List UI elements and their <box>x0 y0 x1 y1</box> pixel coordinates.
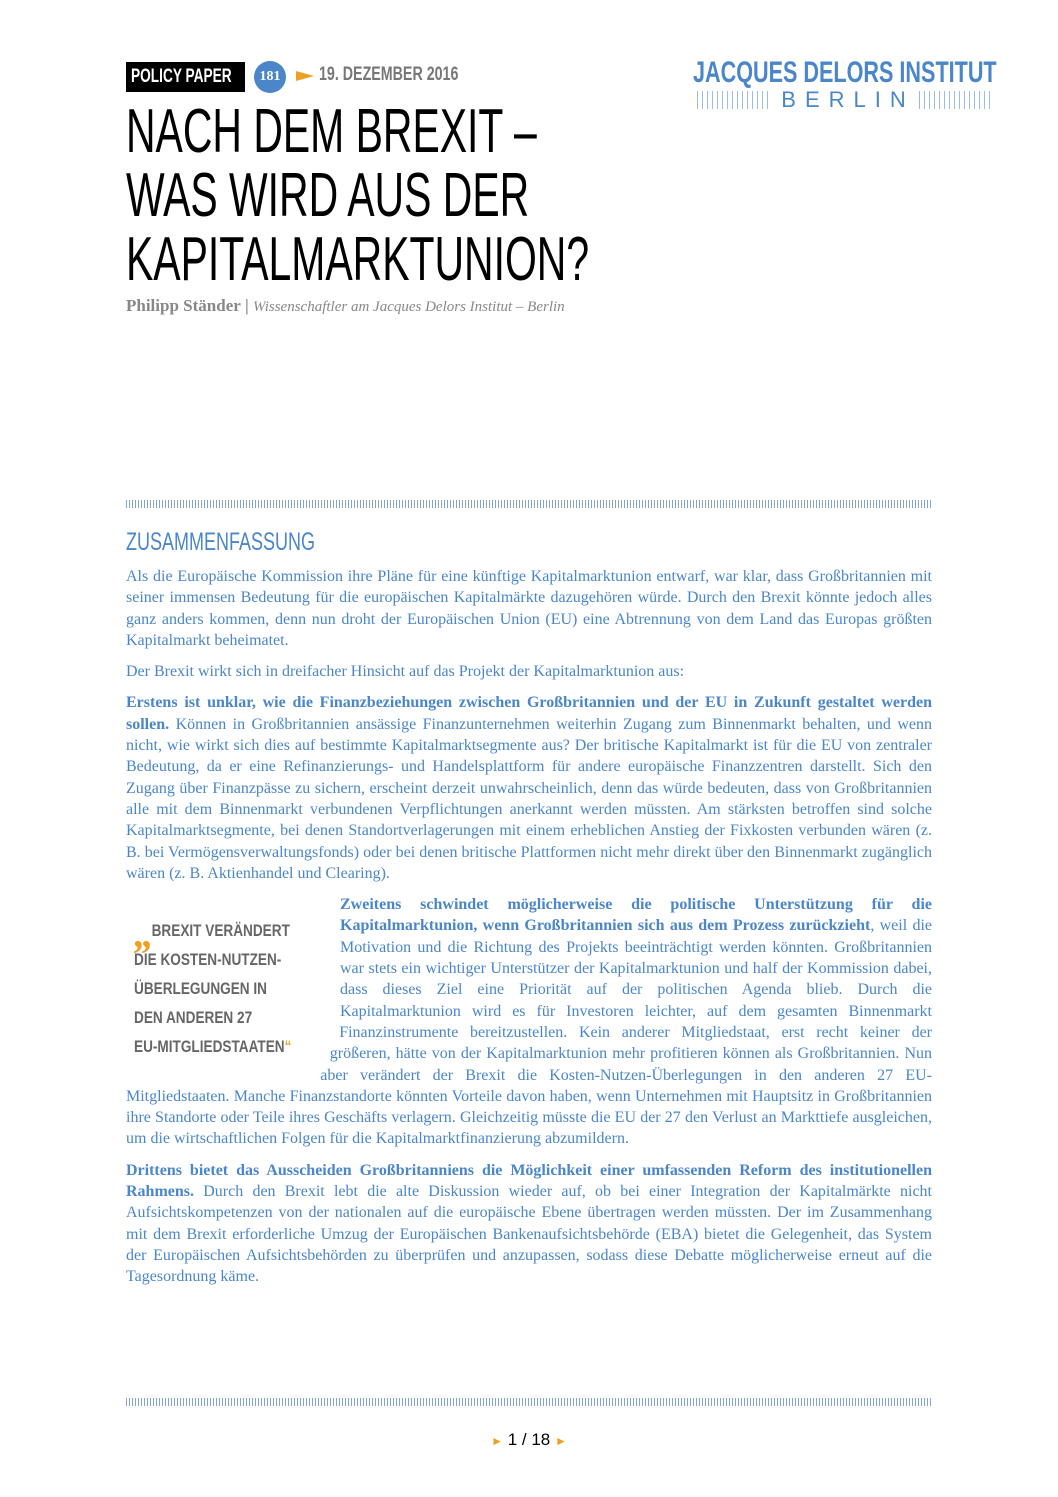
page-title <box>126 97 828 294</box>
divider <box>126 1398 932 1406</box>
author-name: Philipp Ständer <box>126 296 241 315</box>
quote-line: DIE KOSTEN-NUTZEN- <box>134 950 282 970</box>
author-role: Wissenschaftler am Jacques Delors Institut – Berlin <box>253 299 565 315</box>
date-text: 19. DEZEMBER 2016 <box>319 64 459 85</box>
arrow-icon: ► <box>491 1434 503 1448</box>
quote-line: ÜBERLEGUNGEN IN <box>134 979 267 999</box>
summary-heading <box>126 528 389 557</box>
paragraph: Als die Europäische Kommission ihre Pläne für eine künftige Kapitalmarktunion entwarf, war klar, dass Großbritannien mit seiner immensen Bedeutung für die europäischen Kapitalmärkte dazugehören würde. Durch den Brexit könnte jedoch alles ganz anders kommen, denn nun droht der Europäischen Union (EU) eine Abtrennung von dem Land das Europas größten Kapitalmarkt beheimatet. <box>126 568 932 649</box>
lead-sentence: Drittens bietet das Ausscheiden Großbritanniens die Möglichkeit einer umfassenden Reform des institutionellen Rahmens. <box>126 1161 932 1201</box>
title-line: KAPITALMARKTUNION? <box>126 225 590 294</box>
quote-line: DEN ANDEREN 27 <box>134 1008 253 1028</box>
badge-label: POLICY PAPER <box>131 66 232 87</box>
logo-bars <box>919 91 993 109</box>
quote-line: BREXIT VERÄNDERT <box>151 921 290 941</box>
heading-text: ZUSAMMENFASSUNG <box>126 528 316 556</box>
issue-number: 181 <box>254 61 286 93</box>
paragraph-text: Durch den Brexit lebt die alte Diskussion wieder auf, ob bei einer Integration der Kapitalmärkte nicht Aufsichtskompetenzen von der nationalen auf die europäische Ebene übertragen werden müssten. Der im Zusammenhang mit dem Brexit erforderliche Umzug der Europäischen Bankenaufsichtsbehörde (EBA) bietet die Gelegenheit, das System der Europäischen Aufsichtsbehörden zu überprüfen und anzupassen, sodass diese Debatte möglicherweise erneut auf die Tagesordnung käme. <box>126 1183 932 1286</box>
summary-body <box>126 566 932 1298</box>
paragraph <box>126 1160 932 1288</box>
publication-date <box>319 64 505 86</box>
pull-quote <box>126 911 326 1096</box>
policy-paper-badge <box>126 62 245 92</box>
lead-sentence: Zweitens schwindet möglicherweise die politische Unterstützung für die Kapitalmarktunion, wenn Großbritannien sich aus dem Prozess zurückzieht <box>340 896 932 935</box>
paragraph <box>126 692 932 884</box>
separator: | <box>245 296 249 315</box>
page-number: 1 / 18 <box>507 1430 551 1449</box>
institute-logo <box>693 56 1058 90</box>
arrow-icon <box>296 71 314 81</box>
page-footer <box>0 1430 1058 1450</box>
logo-city: BERLIN <box>781 87 915 112</box>
author-line <box>126 296 565 316</box>
paragraph-text: Können in Großbritannien ansässige Finanzunternehmen weiterhin Zugang zum Binnenmarkt behalten, und wenn nicht, wie wirkt sich dies auf bestimmte Kapitalmarktsegmente aus? Der britische Kapitalmarkt ist für die EU von zentraler Bedeutung, da er eine Refinanzierungs- und Handelsplattform für andere europäische Finanzzentren darstellt. Sich den Zugang über Finanzpässe zu sichern, erscheint derzeit unwahrscheinlich, denn das würde bedeuten, dass von Großbritannien alle mit dem Binnenmarkt verbundenen Verpflichtungen anerkannt werden müssten. Am stärksten betroffen sind solche Kapitalmarktsegmente, bei denen Standortverlagerungen mit einem erheblichen Anstieg der Fixkosten verbunden wären (z. B. bei Vermögensverwaltungsfonds) oder bei denen britische Plattformen nicht mehr direkt über den Binnenmarkt zugänglich wären (z. B. Aktienhandel und Clearing). <box>126 715 932 882</box>
quote-close-icon: “ <box>284 1037 292 1057</box>
quote-open-icon: „ <box>134 911 154 957</box>
paragraph-text: , weil die Motivation und die Richtung des Projekts beeinträchtigt werden könnten. Großbritannien war stets ein wichtiger Unterstützer der Kapitalmarktunion und half der Kommission dabei, dass dieses Ziel eine Priorität auf der politischen Agenda blieb. Durch die Kapitalmarktunion wird es für Investoren leichter, auf dem gesamten Binnenmarkt Finanzinstrumente bereitzustellen. Kein anderer Mitgliedstaat, erst recht keiner der größeren, hätte von der Kapitalmarktunion mehr profitieren können als Großbritannien. Nun aber verändert der Brexit die Kosten-Nutzen-Überlegungen in den anderen 27 EU-Mitgliedstaaten. Manche Finanzstandorte könnten Vorteile davon haben, wenn Unternehmen mit Hauptsitz in Großbritannien ihre Standorte oder Teile ihres Geschäfts verlagern. Gleichzeitig müsste die EU der 27 den Verlust an Markttiefe ausgleichen, um die wirtschaftlichen Folgen für die Kapitalmarktfinanzierung abzumildern. <box>126 917 932 1148</box>
paragraph: Der Brexit wirkt sich in dreifacher Hinsicht auf das Projekt der Kapitalmarktunion aus: <box>126 663 685 681</box>
quote-line: EU-MITGLIEDSTAATEN <box>134 1037 285 1057</box>
title-line: WAS WIRD AUS DER <box>126 161 530 230</box>
title-line: NACH DEM BREXIT – <box>126 97 537 166</box>
lead-sentence: Erstens ist unklar, wie die Finanzbeziehungen zwischen Großbritannien und der EU in Zukunft gestaltet werden sollen. <box>126 694 932 733</box>
divider <box>126 500 932 508</box>
arrow-icon: ► <box>555 1434 567 1448</box>
logo-name: JACQUES DELORS INSTITUT <box>693 56 997 89</box>
